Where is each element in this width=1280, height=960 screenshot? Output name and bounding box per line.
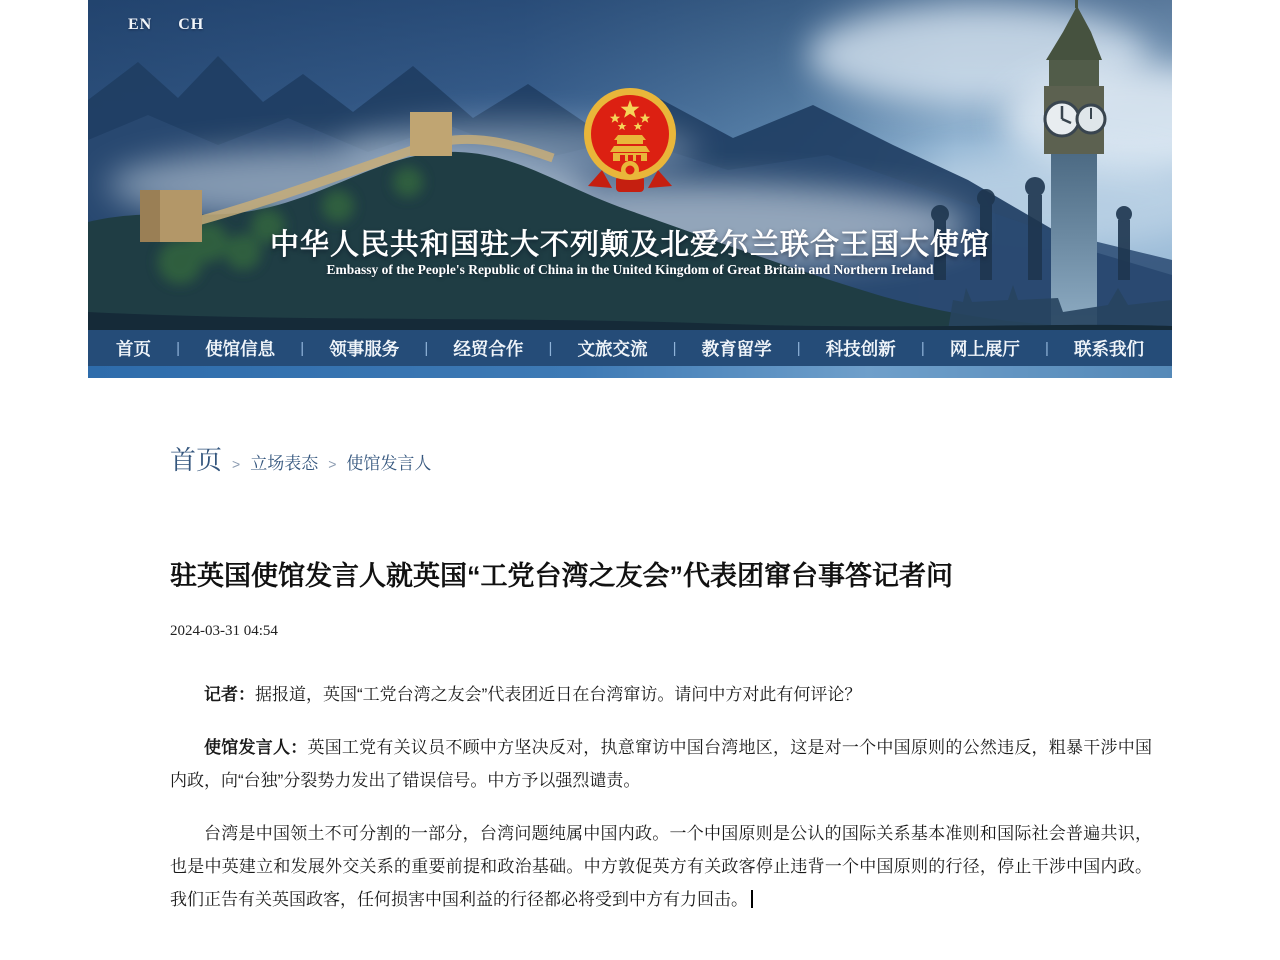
breadcrumb-spokesperson-link[interactable]: 使馆发言人 [346, 454, 432, 473]
article-paragraph [170, 817, 1152, 916]
breadcrumb-positions-link[interactable]: 立场表态 [250, 454, 319, 473]
nav-separator: | [176, 339, 181, 357]
watchtower-2 [410, 112, 452, 156]
article-body [170, 678, 1152, 916]
nav-item-online-exhibition[interactable]: 网上展厅 [949, 338, 1020, 359]
nav-item-culture-tourism[interactable]: 文旅交流 [577, 338, 648, 359]
nav-accent-strip [88, 366, 1172, 378]
language-switcher [128, 16, 204, 34]
nav-item-education[interactable]: 教育留学 [701, 338, 772, 359]
nav-separator: | [424, 339, 429, 357]
banner-photo [88, 0, 1172, 330]
breadcrumb-home-link[interactable]: 首页 [170, 445, 223, 475]
nav-item-trade-cooperation[interactable]: 经贸合作 [453, 338, 524, 359]
breadcrumb [170, 440, 1172, 477]
article-date: 2024-03-31 04:54 [170, 623, 278, 639]
paragraph-lead: 使馆发言人： [204, 738, 308, 757]
article [170, 559, 1152, 916]
breadcrumb-separator: > [328, 456, 337, 472]
main-nav [88, 330, 1172, 366]
banner [88, 0, 1172, 378]
national-emblem [582, 84, 678, 198]
nav-separator: | [920, 339, 925, 357]
paragraph-text: 英国工党有关议员不顾中方坚决反对，执意窜访中国台湾地区，这是对一个中国原则的公然违反，粗暴干涉中国内政，向“台独”分裂势力发出了错误信号。中方予以强烈谴责。 [170, 738, 1153, 790]
embassy-title-en: Embassy of the People's Republic of China in the United Kingdom of Great Britain and Northern Ireland [326, 262, 934, 277]
paragraph-text: 据报道，英国“工党台湾之友会”代表团近日在台湾窜访。请问中方对此有何评论？ [255, 685, 862, 704]
breadcrumb-separator: > [232, 456, 241, 472]
nav-item-embassy-info[interactable]: 使馆信息 [205, 338, 276, 359]
lang-ch-link[interactable]: CH [178, 16, 205, 33]
nav-separator: | [548, 339, 553, 357]
article-paragraph [170, 731, 1152, 797]
nav-separator: | [1044, 339, 1049, 357]
paragraph-text: 台湾是中国领土不可分割的一部分，台湾问题纯属中国内政。一个中国原则是公认的国际关系基本准则和国际社会普遍共识，也是中英建立和发展外交关系的重要前提和政治基础。中方敦促英方有关政客停止违背一个中国原则的行径，停止干涉中国内政。我们正告有关英国政客，任何损害中国利益的行径都必将受到中方有力回击。 [170, 824, 1152, 909]
nav-separator: | [300, 339, 305, 357]
nav-item-contact-us[interactable]: 联系我们 [1074, 338, 1144, 359]
lang-en-link[interactable]: EN [128, 16, 153, 33]
nav-separator: | [796, 339, 801, 357]
paragraph-lead: 记者： [204, 685, 255, 704]
main-content [88, 378, 1172, 916]
article-paragraph [170, 678, 1152, 711]
nav-item-consular-services[interactable]: 领事服务 [329, 338, 400, 359]
nav-item-home[interactable]: 首页 [116, 338, 151, 359]
nav-separator: | [672, 339, 677, 357]
text-cursor [751, 890, 753, 908]
article-title: 驻英国使馆发言人就英国“工党台湾之友会”代表团窜台事答记者问 [170, 561, 953, 591]
embassy-title-cn: 中华人民共和国驻大不列颠及北爱尔兰联合王国大使馆 [269, 229, 990, 261]
nav-item-sci-tech[interactable]: 科技创新 [825, 338, 896, 359]
big-ben-illustration [1044, 0, 1105, 330]
